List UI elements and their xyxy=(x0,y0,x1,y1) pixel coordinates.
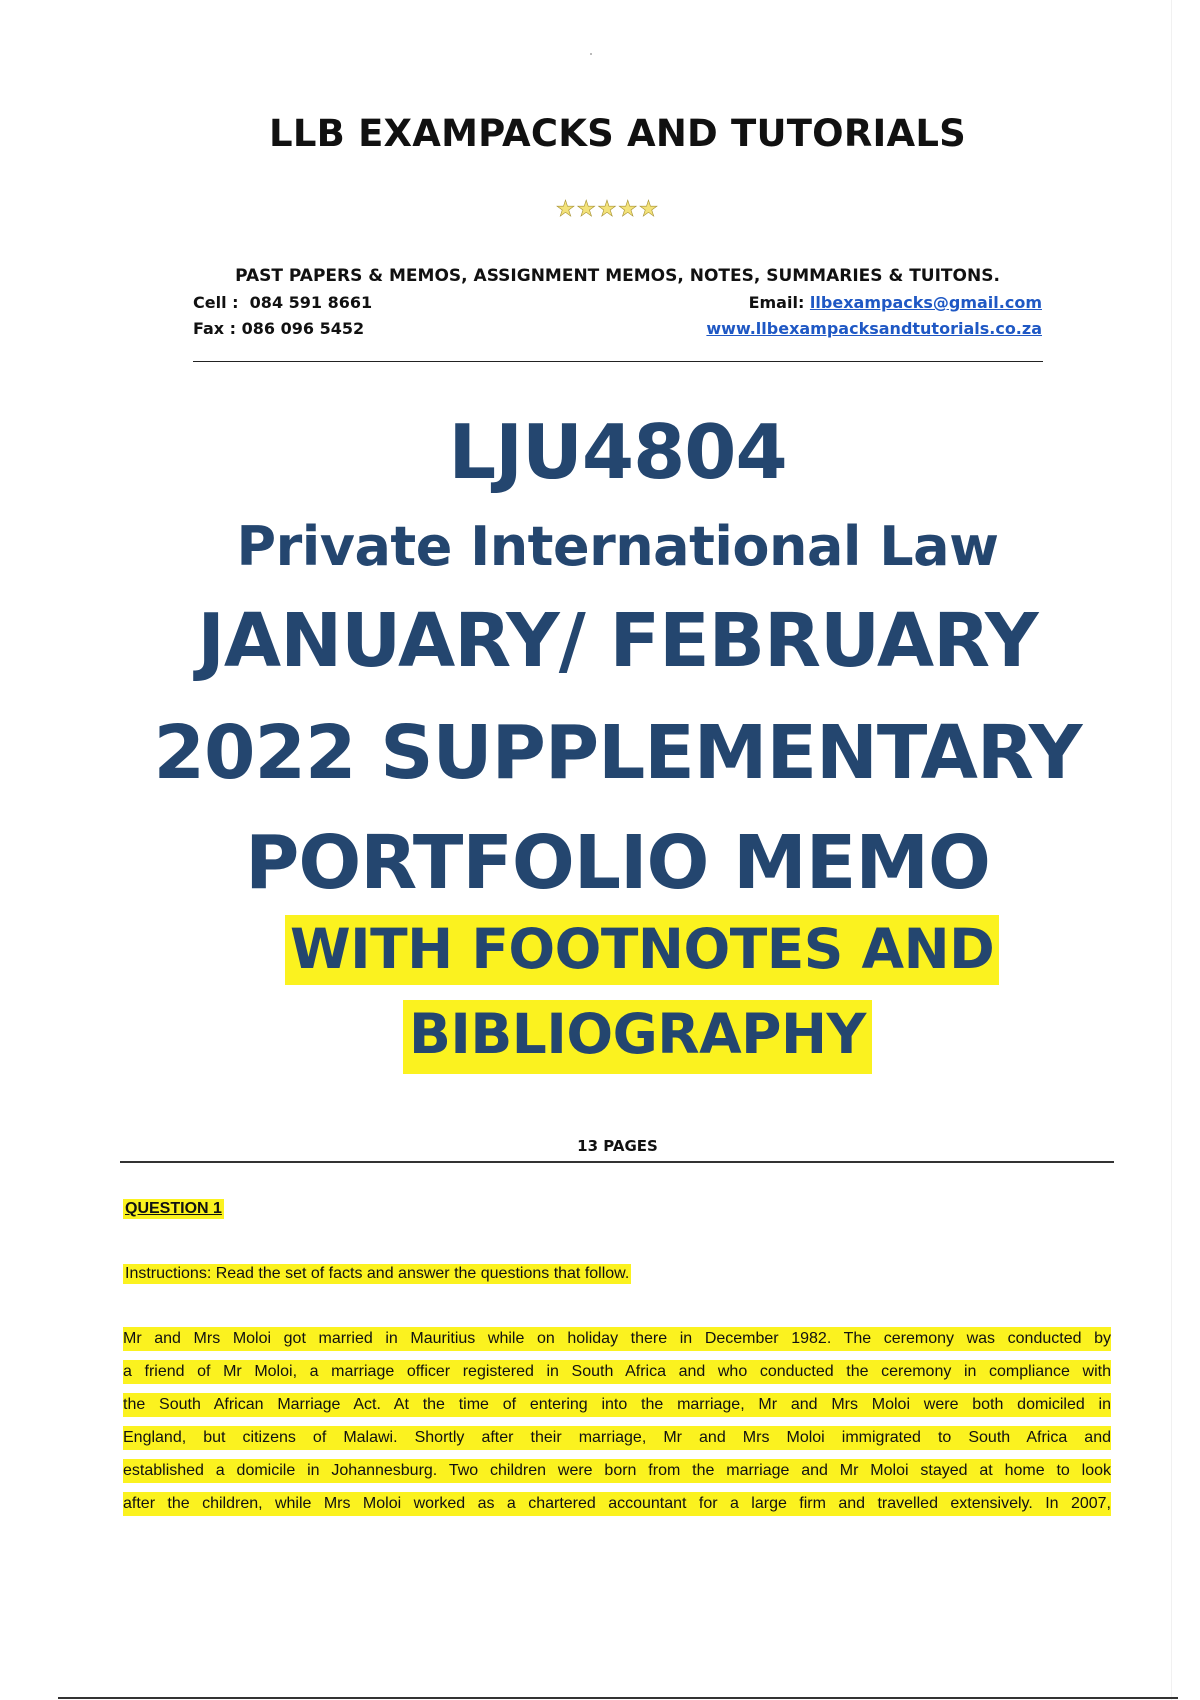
paragraph-line xyxy=(123,1360,1111,1393)
header-divider xyxy=(193,361,1043,362)
facts-paragraph xyxy=(123,1327,1111,1525)
paragraph-line-text: established a domicile in Johannesburg. Two children were born from the marriage and Mr Moloi stayed at home to look xyxy=(123,1459,1111,1483)
cell-number: 084 591 8661 xyxy=(249,293,373,312)
title-line-1: JANUARY/ FEBRUARY xyxy=(197,598,1038,684)
title-line-3: PORTFOLIO MEMO xyxy=(245,820,990,906)
section-divider xyxy=(120,1161,1114,1163)
paragraph-line xyxy=(123,1459,1111,1492)
course-name: Private International Law xyxy=(236,515,999,578)
email-label: Email: xyxy=(748,293,805,312)
fax-line xyxy=(193,319,364,338)
star-icon: ★ xyxy=(576,196,598,221)
question-instructions: Instructions: Read the set of facts and answer the questions that follow. xyxy=(125,1265,630,1282)
paragraph-line-text: Mr and Mrs Moloi got married in Mauritius while on holiday there in December 1982. The ceremony was conducted by xyxy=(123,1327,1111,1351)
brand-heading: LLB EXAMPACKS AND TUTORIALS xyxy=(269,112,966,155)
paragraph-line-text: England, but citizens of Malawi. Shortly after their marriage, Mr and Mrs Moloi immigrated to South Africa and xyxy=(123,1426,1111,1450)
course-code: LJU4804 xyxy=(448,408,787,496)
email-line xyxy=(749,293,1042,312)
fax-label: Fax : xyxy=(193,319,237,338)
question-heading: QUESTION 1 xyxy=(125,1200,222,1217)
page-count: 13 PAGES xyxy=(577,1137,658,1155)
paragraph-line xyxy=(123,1426,1111,1459)
rating-stars xyxy=(0,196,1200,222)
title-line-2: 2022 SUPPLEMENTARY xyxy=(153,710,1082,796)
website-line xyxy=(706,319,1042,338)
highlight-line-2: BIBLIOGRAPHY xyxy=(403,1000,872,1074)
highlight-line-1: WITH FOOTNOTES AND xyxy=(285,915,999,985)
paragraph-line xyxy=(123,1393,1111,1426)
star-icon: ★ xyxy=(638,196,660,221)
cell-line xyxy=(193,293,372,312)
paragraph-line xyxy=(123,1492,1111,1525)
star-icon: ★ xyxy=(617,196,639,221)
tagline: PAST PAPERS & MEMOS, ASSIGNMENT MEMOS, NOTES, SUMMARIES & TUITONS. xyxy=(235,266,1000,286)
email-link[interactable]: llbexampacks@gmail.com xyxy=(809,293,1042,312)
paragraph-line xyxy=(123,1327,1111,1360)
cell-label: Cell : xyxy=(193,293,239,312)
fax-number: 086 096 5452 xyxy=(241,319,365,338)
website-link[interactable]: www.llbexampacksandtutorials.co.za xyxy=(706,319,1042,338)
page-bottom-rule xyxy=(58,1697,1178,1699)
star-icon: ★ xyxy=(597,196,618,221)
paragraph-line-text: a friend of Mr Moloi, a marriage officer registered in South Africa and who conducted the ceremony in compliance with xyxy=(123,1360,1111,1384)
paragraph-line-text: after the children, while Mrs Moloi worked as a chartered accountant for a large firm and travelled extensively. In 2007, xyxy=(123,1492,1111,1516)
star-icon: ★ xyxy=(555,196,577,221)
paragraph-line-text: the South African Marriage Act. At the time of entering into the marriage, Mr and Mrs Moloi were both domiciled in xyxy=(123,1393,1111,1417)
scan-speck xyxy=(590,53,592,55)
